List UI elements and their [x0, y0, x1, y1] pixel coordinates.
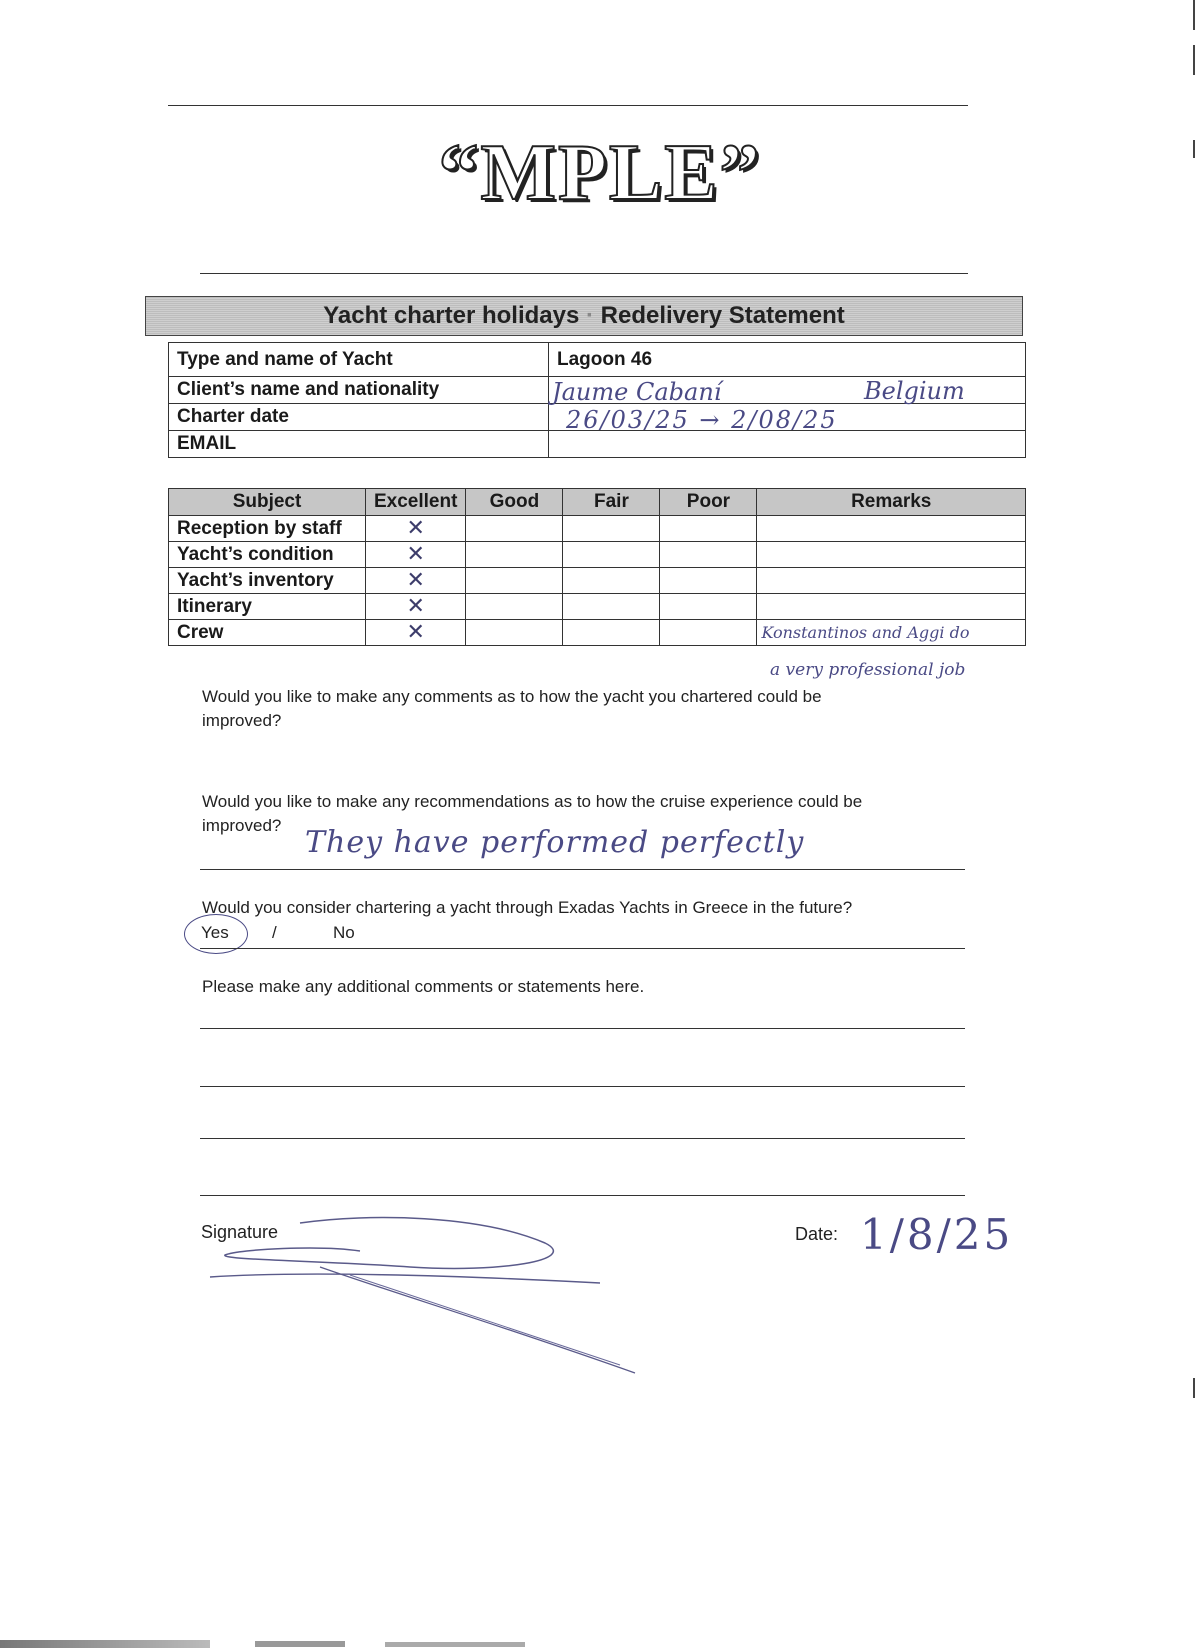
mark-inventory-excellent: ✕ — [366, 568, 466, 594]
info-value-yacht: Lagoon 46 — [549, 343, 1026, 377]
mark-itinerary-excellent: ✕ — [366, 594, 466, 620]
subject-crew: Crew — [169, 620, 366, 646]
answer-line-future — [200, 948, 965, 949]
cell-empty — [563, 568, 660, 594]
header-excellent: Excellent — [366, 489, 466, 516]
header-fair: Fair — [563, 489, 660, 516]
question-2-line-1: Would you like to make any recommendations as to how the cruise experience could be — [202, 792, 863, 811]
banner-right-text: Redelivery Statement — [600, 302, 845, 329]
header-poor: Poor — [660, 489, 757, 516]
signature-label: Signature — [201, 1222, 279, 1242]
table-row — [169, 568, 1026, 594]
remark-inventory — [757, 568, 1026, 594]
table-row — [169, 620, 1026, 646]
handwritten-client-name: Jaume Cabaní — [552, 378, 722, 406]
rating-table — [168, 488, 1026, 646]
remark-condition — [757, 542, 1026, 568]
table-row — [169, 594, 1026, 620]
banner-separator: · — [586, 302, 601, 329]
answer-no: No — [333, 923, 355, 942]
remark-reception — [757, 516, 1026, 542]
answer-separator: / — [272, 923, 277, 942]
cell-empty — [660, 568, 757, 594]
mark-condition-excellent: ✕ — [366, 542, 466, 568]
subject-inventory: Yacht’s inventory — [169, 568, 366, 594]
mark-reception-excellent: ✕ — [366, 516, 466, 542]
handwritten-date: 1/8/25 — [860, 1210, 1014, 1259]
question-yacht-improvement — [202, 685, 822, 733]
remark-continuation: a very professional job — [770, 660, 966, 680]
remark-itinerary — [757, 594, 1026, 620]
header-good: Good — [466, 489, 563, 516]
scan-mark-right-3 — [1193, 1378, 1195, 1398]
remark-crew: Konstantinos and Aggi do — [757, 620, 1026, 646]
scan-edge-bottom-2 — [255, 1641, 345, 1647]
question-1-line-1: Would you like to make any comments as to how the yacht you chartered could be — [202, 687, 822, 706]
cell-empty — [563, 542, 660, 568]
comment-line-4 — [200, 1195, 965, 1196]
scan-edge-bottom-3 — [385, 1642, 525, 1647]
comment-line-1 — [200, 1028, 965, 1029]
header-subject: Subject — [169, 489, 366, 516]
answer-line-recommendation — [200, 869, 965, 870]
cell-empty — [466, 568, 563, 594]
info-label-email: EMAIL — [169, 431, 549, 458]
table-row — [169, 542, 1026, 568]
handwritten-nationality: Belgium — [864, 377, 965, 405]
subject-reception: Reception by staff — [169, 516, 366, 542]
answer-yes: Yes — [201, 923, 229, 942]
handwritten-recommendation: They have performed perfectly — [305, 825, 805, 860]
cell-empty — [660, 620, 757, 646]
info-row-email — [169, 431, 1026, 458]
banner — [145, 296, 1023, 336]
cell-empty — [660, 594, 757, 620]
cell-empty — [563, 620, 660, 646]
subject-itinerary: Itinerary — [169, 594, 366, 620]
table-row — [169, 516, 1026, 542]
cell-empty — [660, 542, 757, 568]
info-label-yacht: Type and name of Yacht — [169, 343, 549, 377]
title-underline-rule — [200, 273, 968, 274]
handwritten-signature — [200, 1205, 640, 1375]
cell-empty — [466, 594, 563, 620]
document-title: “MPLE” — [438, 129, 762, 217]
question-additional-comments: Please make any additional comments or statements here. — [202, 977, 645, 996]
cell-empty — [466, 516, 563, 542]
question-2-line-2: improved? — [202, 816, 282, 835]
top-rule — [168, 105, 968, 106]
rating-header-row — [169, 489, 1026, 516]
scan-mark-right-top — [1193, 0, 1195, 30]
info-label-charter-date: Charter date — [169, 404, 549, 431]
cell-empty — [466, 542, 563, 568]
scan-mark-right-2 — [1193, 140, 1195, 158]
subject-condition: Yacht’s condition — [169, 542, 366, 568]
cell-empty — [563, 594, 660, 620]
cell-empty — [563, 516, 660, 542]
question-1-line-2: improved? — [202, 711, 282, 730]
info-value-email — [549, 431, 1026, 458]
cell-empty — [466, 620, 563, 646]
header-remarks: Remarks — [757, 489, 1026, 516]
mark-crew-excellent: ✕ — [366, 620, 466, 646]
date-label: Date: — [795, 1224, 839, 1244]
handwritten-charter-dates: 26/03/25 → 2/08/25 — [566, 406, 838, 434]
scan-edge-bottom — [0, 1640, 210, 1648]
info-row-yacht — [169, 343, 1026, 377]
comment-line-3 — [200, 1138, 965, 1139]
banner-left-text: Yacht charter holidays — [323, 302, 580, 329]
cell-empty — [660, 516, 757, 542]
banner-text — [146, 302, 1022, 330]
scan-mark-right-1 — [1193, 45, 1195, 75]
question-future-charter: Would you consider chartering a yacht through Exadas Yachts in Greece in the future? — [202, 898, 853, 917]
comment-line-2 — [200, 1086, 965, 1087]
info-label-client: Client’s name and nationality — [169, 377, 549, 404]
